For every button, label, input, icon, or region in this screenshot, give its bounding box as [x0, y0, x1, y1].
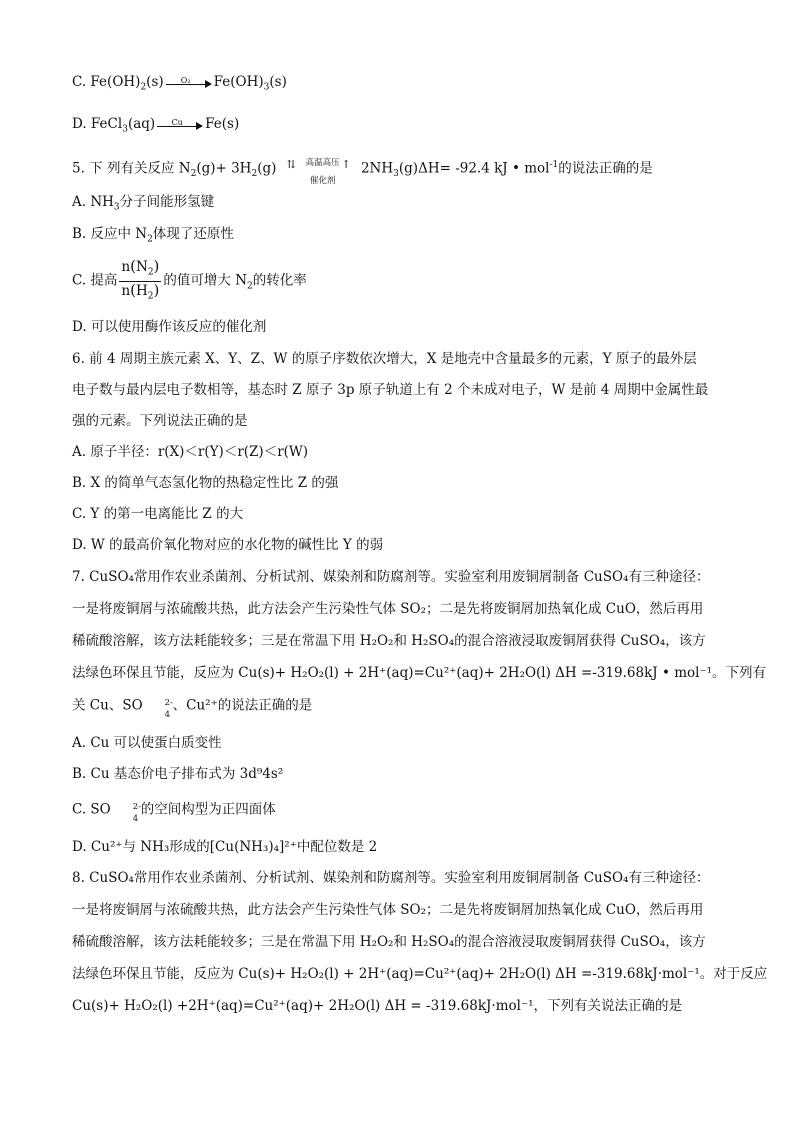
q7-stem-line-1: 7. CuSO₄常用作农业杀菌剂、分析试剂、媒染剂和防腐剂等。实验室利用废铜屑制备 CuSO₄有三种途径：	[72, 569, 710, 585]
q4-option-d[interactable]: D. FeCl$_3$(aq) Cu Fe(s)	[72, 116, 240, 135]
q8-stem-line-1: 8. CuSO₄常用作农业杀菌剂、分析试剂、媒染剂和防腐剂等。实验室利用废铜屑制备 CuSO₄有三种途径：	[72, 870, 710, 886]
q8-stem-line-2: 一是将废铜屑与浓硫酸共热，此方法会产生污染性气体 SO₂；二是先将废铜屑加热氧化成 CuO，然后再用	[72, 902, 704, 918]
q6-stem-line-2: 电子数与最内层电子数相等，基态时 Z 原子 3p 原子轨道上有 2 个未成对电子，W 是前 4 周期中金属性最	[72, 382, 709, 398]
sulfate-ion: 2- 4	[132, 802, 142, 824]
q4-option-c[interactable]: C. $Fe(OH)_2(s)$ O₂ $Fe(OH)_3(s)$	[72, 74, 287, 93]
q7-stem-line-3: 稀硫酸溶解，该方法耗能较多；三是在常温下用 H₂O₂和 H₂SO₄的混合溶液浸取废铜屑获得 CuSO₄，该方	[72, 633, 706, 649]
q6-option-b[interactable]: B. X 的简单气态氢化物的热稳定性比 Z 的强	[72, 475, 339, 491]
q7-stem-line-5: 关 Cu、SO 2- 4 、Cu²⁺的说法正确的是	[72, 697, 313, 720]
q8-stem-line-5: Cu(s)+ H₂O₂(l) +2H⁺(aq)=Cu²⁺(aq)+ 2H₂O(l) ΔH = -319.68kJ·mol⁻¹，下列有关说法正确的是	[72, 998, 682, 1014]
q7-option-c[interactable]: C. SO 2- 4 的空间构型为正四面体	[72, 801, 276, 824]
q7-stem-line-4: 法绿色环保且节能，反应为 Cu(s)+ H₂O₂(l) + 2H⁺(aq)=Cu²⁺(aq)+ 2H₂O(l) ΔH =-319.68kJ • mol⁻¹。下列有	[72, 665, 767, 681]
reaction-arrow: Cu	[157, 118, 203, 132]
q5-option-c[interactable]: C. 提高 $\frac{n(N_2)}{n(H_2)}$ 的值可增大 $N_2$的转化率	[72, 258, 307, 308]
q7-option-b[interactable]: B. Cu 基态价电子排布式为 3d⁹4s²	[72, 766, 284, 782]
q5-option-b[interactable]: B. 反应中 $N_2$体现了还原性	[72, 226, 234, 245]
q7-option-d[interactable]: D. Cu²⁺与 NH₃形成的[Cu(NH₃)₄]²⁺中配位数是 2	[72, 839, 378, 855]
q5-option-a[interactable]: A. $NH_3$分子间能形氢键	[72, 194, 215, 213]
q8-stem-line-3: 稀硫酸溶解，该方法耗能较多；三是在常温下用 H₂O₂和 H₂SO₄的混合溶液浸取废铜屑获得 CuSO₄，该方	[72, 934, 706, 950]
q8-stem-line-4: 法绿色环保且节能，反应为 Cu(s)+ H₂O₂(l) + 2H⁺(aq)=Cu²⁺(aq)+ 2H₂O(l) ΔH =-319.68kJ·mol⁻¹。对于反应	[72, 966, 768, 982]
q7-option-a[interactable]: A. Cu 可以使蛋白质变性	[72, 735, 222, 751]
ratio-fraction: $\frac{n(N_2)}{n(H_2)}$	[121, 257, 160, 302]
q6-option-d[interactable]: D. W 的最高价氧化物对应的水化物的碱性比 Y 的弱	[72, 537, 384, 553]
reversible-arrow: ⇅ 高温高压 催化剂 ↑	[286, 158, 351, 186]
q6-stem-line-1: 6. 前 4 周期主族元素 X、Y、Z、W 的原子序数依次增大，X 是地壳中含量最多的元素，Y 原子的最外层	[72, 351, 697, 367]
q6-option-a[interactable]: A. 原子半径：r(X)＜r(Y)＜r(Z)＜r(W)	[72, 444, 309, 460]
q5-option-d[interactable]: D. 可以使用酶作该反应的催化剂	[72, 319, 267, 335]
q7-stem-line-2: 一是将废铜屑与浓硫酸共热，此方法会产生污染性气体 SO₂；二是先将废铜屑加热氧化成 CuO，然后再用	[72, 601, 704, 617]
reaction-arrow: O₂	[166, 76, 212, 90]
q6-stem-line-3: 强的元素。下列说法正确的是	[72, 413, 248, 429]
q5-stem: 5. 下 列有关反应 $N_2(g)+ 3H_2(g)$ ⇅ 高温高压 催化剂 ↑ $2NH_3(g)\Delta H= -92.4$ kJ • mol$^{-1}$的说法正确的是	[72, 154, 653, 184]
q6-option-c[interactable]: C. Y 的第一电离能比 Z 的大	[72, 506, 244, 522]
sulfate-ion: 2- 4	[164, 698, 173, 720]
